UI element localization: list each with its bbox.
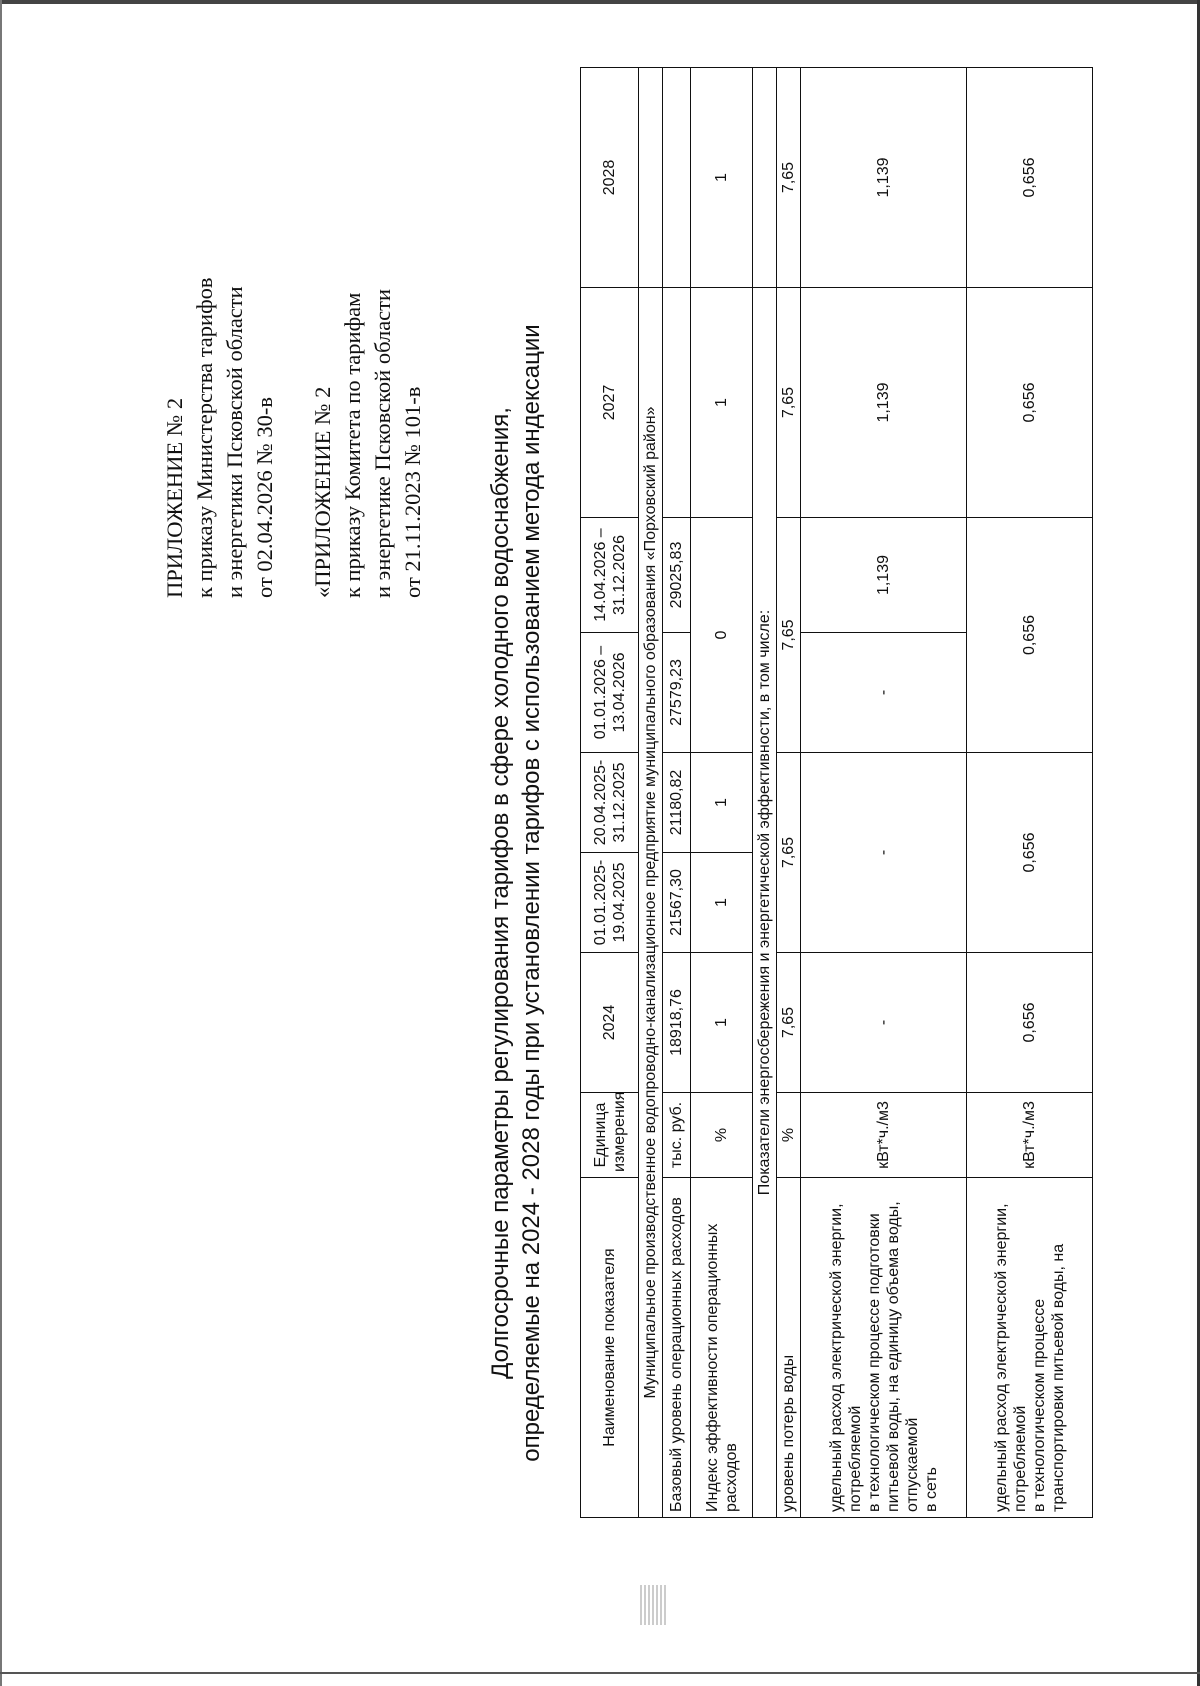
transport-period1-2: 0,656	[967, 753, 1093, 953]
base-2028	[663, 68, 691, 288]
losses-2028: 7,65	[777, 68, 801, 288]
header-name: Наименование показателя	[581, 1178, 639, 1518]
appendix-old-line1: к приказу Комитета по тарифам	[340, 292, 365, 598]
scan-edge-bottom	[0, 1672, 1200, 1674]
header-unit-line1: Единица	[591, 1102, 609, 1168]
losses-unit: %	[777, 1093, 801, 1178]
prep-name-line2: в технологическом процессе подготовки питьевой воды, на единицу объема воды, отпускаемой	[865, 1201, 921, 1512]
appendix-old-title: «ПРИЛОЖЕНИЕ № 2	[310, 386, 335, 598]
transport-name-line2: в технологическом процессе	[1030, 1298, 1048, 1512]
appendix-new-title: ПРИЛОЖЕНИЕ № 2	[162, 397, 187, 598]
document-title	[485, 268, 547, 1518]
header-2028: 2028	[581, 68, 639, 288]
base-period2: 21180,82	[663, 753, 691, 853]
appendix-block	[160, 58, 428, 598]
index-period1: 1	[691, 853, 753, 953]
header-period1-line2: 19.04.2025	[610, 862, 628, 943]
losses-2024: 7,65	[777, 953, 801, 1093]
losses-period3-4: 7,65	[777, 518, 801, 753]
losses-2027: 7,65	[777, 288, 801, 518]
organization-name: Муниципальное производственное водопроводно-канализационное предприятие муниципального образования «Порховский район»	[639, 288, 663, 1518]
index-period3-4: 0	[691, 518, 753, 753]
transport-2024: 0,656	[967, 953, 1093, 1093]
base-period1: 21567,30	[663, 853, 691, 953]
header-period3-line1: 01.01.2026 –	[591, 645, 609, 740]
prep-2024: -	[801, 953, 967, 1093]
table-row-base-opex	[663, 68, 691, 1518]
table-row-efficiency-index	[691, 68, 753, 1518]
appendix-gap	[280, 58, 308, 598]
base-2024: 18918,76	[663, 953, 691, 1093]
base-name: Базовый уровень операционных расходов	[663, 1178, 691, 1518]
appendix-old-line2: и энергетике Псковской области	[370, 288, 395, 598]
transport-name	[967, 1178, 1093, 1518]
header-period1-line1: 01.01.2025-	[591, 859, 609, 946]
header-period2-line1: 20.04.2025-	[591, 759, 609, 846]
header-2024: 2024	[581, 953, 639, 1093]
parameters-table	[580, 67, 1093, 1518]
header-period4-line2: 31.12.2026	[610, 534, 628, 616]
header-period3-line2: 13.04.2026	[610, 652, 628, 733]
appendix-new-line2: и энергетики Псковской области	[222, 286, 247, 598]
base-period4: 29025,83	[663, 518, 691, 633]
transport-period3-4: 0,656	[967, 518, 1093, 753]
scan-edge-top	[0, 0, 1200, 4]
header-unit	[581, 1093, 639, 1178]
appendix-new-line1: к приказу Министерства тарифов	[192, 277, 217, 598]
prep-unit: кВт*ч./м3	[801, 1093, 967, 1178]
prep-name	[801, 1178, 967, 1518]
table-row-water-losses	[777, 68, 801, 1518]
document-title-line1: Долгосрочные параметры регулирования тарифов в сфере холодного водоснабжения,	[487, 407, 514, 1379]
appendix-old-line3: от 21.11.2023 № 101-в	[400, 386, 425, 598]
transport-unit: кВт*ч./м3	[967, 1093, 1093, 1178]
index-unit: %	[691, 1093, 753, 1178]
index-period2: 1	[691, 753, 753, 853]
header-2027: 2027	[581, 288, 639, 518]
prep-name-line3: в сеть	[922, 1467, 940, 1512]
index-2028: 1	[691, 68, 753, 288]
index-2027: 1	[691, 288, 753, 518]
index-name: Индекс эффективности операционных расходов	[691, 1178, 753, 1518]
header-period2-line2: 31.12.2025	[610, 762, 628, 843]
rotated-page-content	[0, 58, 1150, 1638]
prep-name-line1: удельный расход электрической энергии, потребляемой	[827, 1203, 864, 1512]
table-row-energy-transport	[967, 68, 1093, 1518]
losses-period1-2: 7,65	[777, 753, 801, 953]
section-empty-cell	[753, 68, 777, 288]
organization-row	[639, 68, 663, 1518]
prep-2027: 1,139	[801, 288, 967, 518]
header-period1	[581, 853, 639, 953]
document-title-line2: определяемые на 2024 - 2028 годы при установлении тарифов с использованием метода индексации	[518, 324, 545, 1462]
transport-name-line3: транспортировки питьевой воды, на	[1049, 1243, 1067, 1512]
header-period4-line1: 14.04.2026 –	[591, 528, 609, 622]
table-row-energy-preparation	[801, 68, 967, 1518]
prep-period3: -	[801, 633, 967, 753]
header-unit-line2: измерения	[610, 1091, 628, 1172]
prep-period4: 1,139	[801, 518, 967, 633]
transport-2028: 0,656	[967, 68, 1093, 288]
table-header-row	[581, 68, 639, 1518]
section-energy-title: Показатели энергосбережения и энергетической эффективности, в том числе:	[753, 288, 777, 1518]
losses-name: уровень потерь воды	[777, 1178, 801, 1518]
organization-empty-cell	[639, 68, 663, 288]
appendix-new-line3: от 02.04.2026 № 30-в	[252, 397, 277, 598]
transport-name-line1: удельный расход электрической энергии, потребляемой	[992, 1203, 1029, 1512]
transport-2027: 0,656	[967, 288, 1093, 518]
base-unit: тыс. руб.	[663, 1093, 691, 1178]
header-period4	[581, 518, 639, 633]
base-2027	[663, 288, 691, 518]
base-period3: 27579,23	[663, 633, 691, 753]
prep-2028: 1,139	[801, 68, 967, 288]
section-row	[753, 68, 777, 1518]
header-period3	[581, 633, 639, 753]
prep-period1-2: -	[801, 753, 967, 953]
index-2024: 1	[691, 953, 753, 1093]
header-period2	[581, 753, 639, 853]
